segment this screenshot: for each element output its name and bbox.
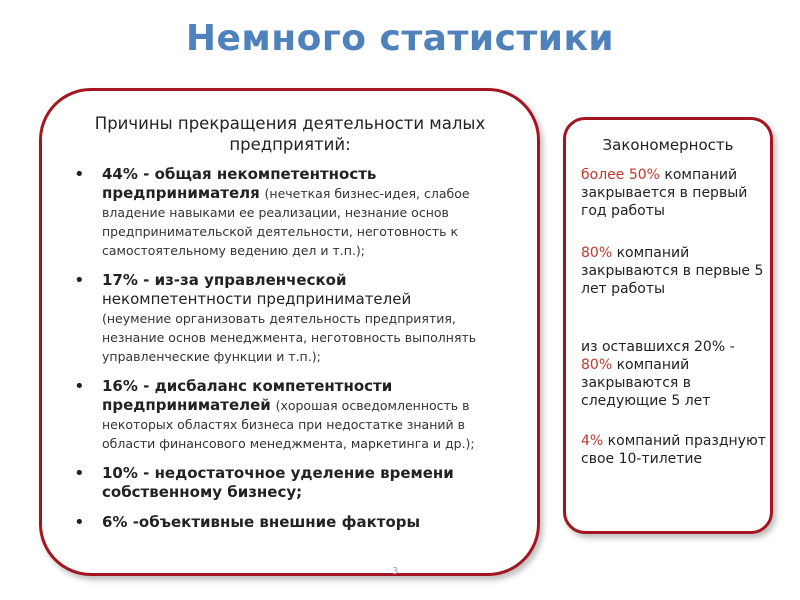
fact-highlight: более 50% xyxy=(581,167,660,183)
pattern-fact xyxy=(581,338,766,410)
causes-list xyxy=(72,165,512,543)
cause-note: (нечеткая бизнес-идея, слабое владение навыками ее реализации, незнание основ предпринимательской деятельности, неготовность к самостоятельному ведению дел и т.п.); xyxy=(102,186,470,258)
list-item xyxy=(72,464,512,502)
fact-text: компаний празднуют свое 10-тилетие xyxy=(581,433,766,467)
pattern-fact xyxy=(581,166,766,220)
cause-note: (хорошая осведомленность в некоторых областях бизнеса при недостатке знаний в области финансового менеджмента, маркетинга и др.); xyxy=(102,398,475,451)
fact-prefix: из оставшихся 20% - xyxy=(581,339,735,355)
fact-text: компаний закрываются в следующие 5 лет xyxy=(581,357,711,409)
list-item xyxy=(72,377,512,453)
cause-subtitle: некомпетентности предпринимателей xyxy=(102,290,412,308)
fact-highlight: 80% xyxy=(581,245,613,261)
cause-title: 17% - из-за управленческой xyxy=(102,271,347,289)
cause-title: 44% - общая некомпетентность предпринимателя xyxy=(102,165,377,202)
pattern-fact xyxy=(581,432,766,468)
list-item xyxy=(72,271,512,366)
fact-text: компаний закрывается в первый год работы xyxy=(581,167,748,219)
page-number: 3 xyxy=(392,566,399,577)
list-item xyxy=(72,513,512,532)
cause-title: 6% -объективные внешние факторы xyxy=(102,513,421,531)
list-item xyxy=(72,165,512,260)
fact-text: компаний закрываются в первые 5 лет работы xyxy=(581,245,764,297)
patterns-heading: Закономерность xyxy=(602,136,734,154)
slide-title: Немного статистики xyxy=(185,18,615,59)
cause-title: 16% - дисбаланс компетентности предпринимателей xyxy=(102,377,393,414)
fact-highlight: 4% xyxy=(581,433,604,449)
cause-title: 10% - недостаточное уделение времени собственному бизнесу; xyxy=(102,464,454,501)
fact-highlight: 80% xyxy=(581,357,613,373)
causes-heading: Причины прекращения деятельности малых предприятий: xyxy=(94,114,486,154)
pattern-fact xyxy=(581,244,766,298)
cause-note: (неумение организовать деятельность предприятия, незнание основ менеджмента, неготовность выполнять управленческие функции и т.п.); xyxy=(102,311,477,364)
